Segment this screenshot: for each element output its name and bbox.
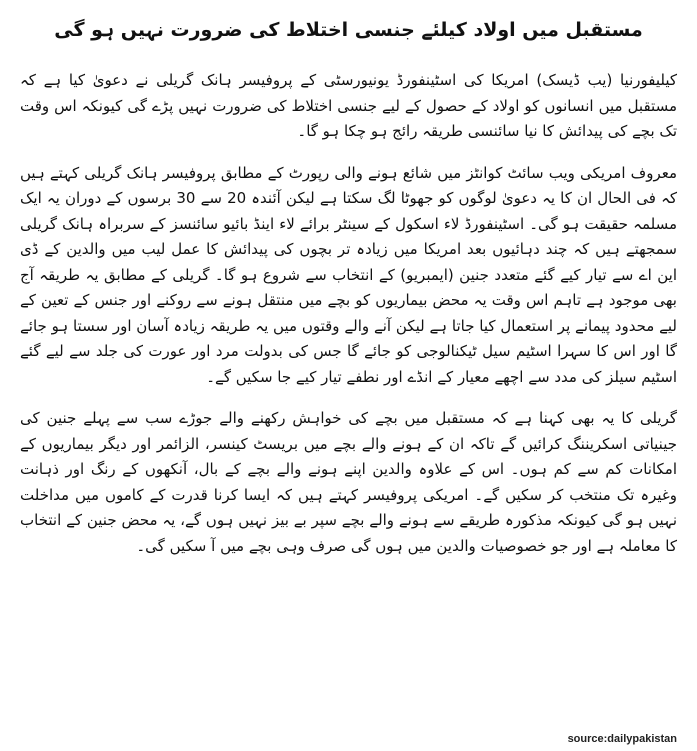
article-headline: مستقبل میں اولاد کیلئے جنسی اختلاط کی ضرورت نہیں ہو گی	[54, 19, 643, 41]
article-paragraph-3: گریلی کا یہ بھی کہنا ہے کہ مستقبل میں بچے کی خواہش رکھنے والے جوڑے سب سے پہلے جنین کی جینیاتی اسکریننگ کرائیں گے تاکہ ان کے ہونے والے بچے میں بریسٹ کینسر، الزائمر اور دیگر بیماریوں کے امکانات کم سے کم ہوں۔ اس کے علاوہ والدین اپنے ہونے والے بچے کے بال، آنکھوں کے رنگ اور ذہانت وغیرہ تک منتخب کر سکیں گے۔ امریکی پروفیسر کہتے ہیں کہ ایسا کرنا قدرت کے کاموں میں مداخلت نہیں ہو گی کیونکہ مذکورہ طریقے سے ہونے والے بچے سپر بے بیز نہیں ہوں گے، یہ محض جنین کے انتخاب کا معاملہ ہے اور جو خصوصیات والدین میں ہوں گی صرف وہی بچے میں آ سکیں گی۔	[20, 409, 677, 555]
source-credit: source:dailypakistan	[567, 733, 677, 745]
article-paragraph-1: کیلیفورنیا (یب ڈیسک) امریکا کی اسٹینفورڈ یونیورسٹی کے پروفیسر ہانک گریلی نے دعویٰ کیا ہے کہ مستقبل میں انسانوں کو اولاد کے حصول کے لیے جنسی اختلاط کی ضرورت نہیں پڑے گی کیونکہ اس وقت تک بچے کی پیدائش کا نیا سائنسی طریقہ رائج ہو چکا ہو گا۔	[20, 71, 677, 140]
article-paragraph-2: معروف امریکی ویب سائٹ کوانٹز میں شائع ہونے والی رپورٹ کے مطابق پروفیسر ہانک گریلی کہتے ہیں کہ فی الحال ان کا یہ دعویٰ لوگوں کو جھوٹا لگ سکتا ہے لیکن آئندہ 20 سے 30 برسوں کے دوران یہ ایک مسلمہ حقیقت ہو گی۔ اسٹینفورڈ لاء اسکول کے سینٹر برائے لاء اینڈ بائیو سائنسز کے سربراہ ہانک گریلی سمجھتے ہیں کہ چند دہائیوں بعد امریکا میں زیادہ تر بچوں کی پیدائش کا عمل لیب میں والدین کے ڈی این اے سے تیار کیے گئے متعدد جنین (ایمبریو) کے انتخاب سے شروع ہو گا۔ گریلی کے مطابق یہ طریقہ آج بھی موجود ہے تاہم اس وقت یہ محض بیماریوں کو بچے میں منتقل ہونے سے روکنے اور جنس کے تعین کے لیے محدود پیمانے پر استعمال کیا جاتا ہے لیکن آنے والے وقتوں میں یہ طریقہ زیادہ آسان اور سستا ہو جائے گا اور اس کا سہرا اسٹیم سیل ٹیکنالوجی کو جائے گا جس کی بدولت مرد اور عورت کی جلد سے لیے گئے اسٹیم سیلز کی مدد سے اچھے معیار کے انڈے اور نطفے تیار کیے جا سکیں گے۔	[20, 163, 677, 386]
article	[20, 10, 677, 745]
